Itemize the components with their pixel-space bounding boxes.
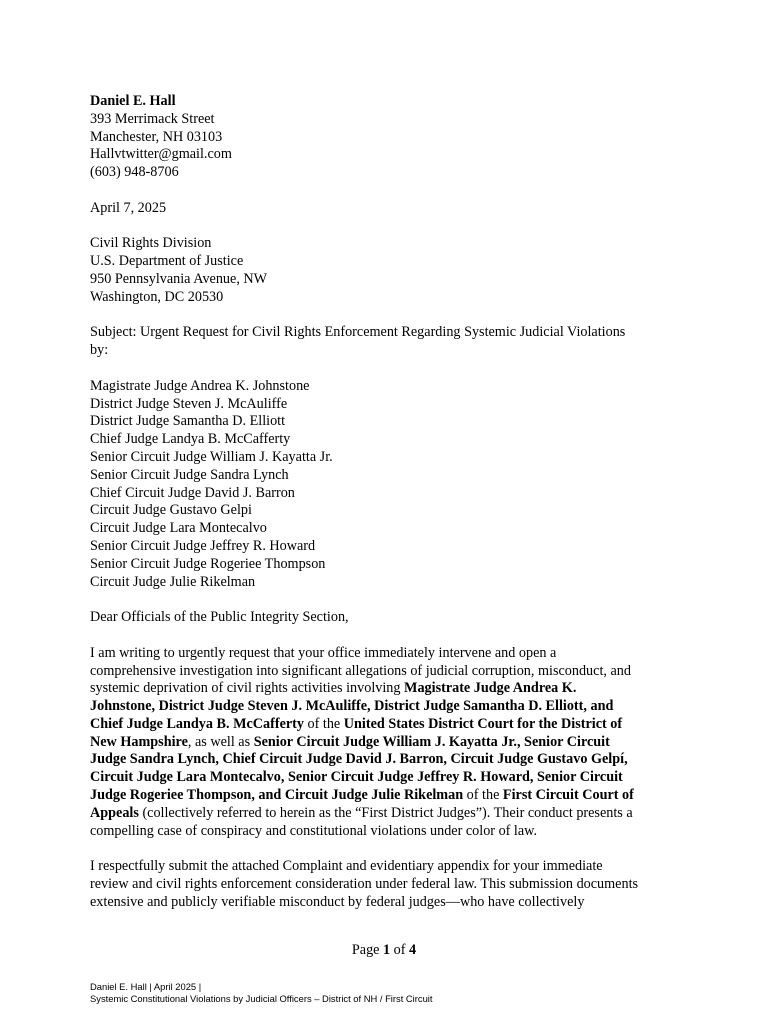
page-footer	[90, 981, 432, 1004]
sender-name: Daniel E. Hall	[90, 93, 176, 109]
paragraph-line: Judge Rogeriee Thompson, and Circuit Judge Julie Rikelman of the First Circuit Court of	[90, 787, 634, 804]
paragraph-2	[90, 858, 680, 911]
paragraph-line: Appeals (collectively referred to herein as the “First District Judges”). Their conduct presents a	[90, 804, 633, 821]
paragraph-line: I respectfully submit the attached Complaint and evidentiary appendix for your immediate	[90, 858, 603, 875]
paragraph-line: I am writing to urgently request that your office immediately intervene and open a	[90, 644, 557, 661]
recipient-line: 950 Pennsylvania Avenue, NW	[90, 270, 268, 287]
letter-body	[90, 93, 680, 912]
judge-list-item: District Judge Samantha D. Elliott	[90, 413, 286, 430]
paragraph-line: New Hampshire, as well as Senior Circuit Judge William J. Kayatta Jr., Senior Circuit	[90, 733, 610, 750]
paragraph-line: compelling case of conspiracy and constitutional violations under color of law.	[90, 822, 538, 839]
paragraph-line: Circuit Judge Lara Montecalvo, Senior Circuit Judge Jeffrey R. Howard, Senior Circuit	[90, 769, 623, 786]
recipient-block	[90, 235, 680, 306]
letter-date: April 7, 2025	[90, 199, 167, 216]
paragraph-line: review and civil rights enforcement consideration under federal law. This submission documents	[90, 876, 639, 893]
page-number: Page 1 of 4	[351, 942, 417, 958]
judge-list-item: Circuit Judge Gustavo Gelpi	[90, 502, 252, 519]
footer-line: Systemic Constitutional Violations by Judicial Officers – District of NH / First Circuit	[90, 992, 433, 1004]
sender-city: Manchester, NH 03103	[90, 128, 223, 145]
sender-email: Hallvtwitter@gmail.com	[90, 146, 232, 163]
judge-list-item: District Judge Steven J. McAuliffe	[90, 395, 288, 412]
judge-list-item: Circuit Judge Lara Montecalvo	[90, 520, 267, 537]
sender-block	[90, 93, 680, 182]
sender-street: 393 Merrimack Street	[90, 110, 215, 127]
judge-list-item: Circuit Judge Julie Rikelman	[90, 573, 256, 590]
judge-list-item: Magistrate Judge Andrea K. Johnstone	[90, 377, 310, 394]
paragraph-line: systemic deprivation of civil rights activities involving Magistrate Judge Andrea K.	[90, 680, 577, 697]
subject-block	[90, 324, 680, 360]
paragraph-line: Chief Judge Landya B. McCafferty of the United States District Court for the District of	[90, 715, 623, 732]
judge-list-item: Senior Circuit Judge Jeffrey R. Howard	[90, 537, 316, 554]
judge-list-item: Chief Circuit Judge David J. Barron	[90, 484, 295, 501]
salutation: Dear Officials of the Public Integrity Section,	[90, 609, 349, 626]
judge-list-item: Senior Circuit Judge William J. Kayatta Jr.	[90, 448, 333, 465]
footer-line: Daniel E. Hall | April 2025 |	[90, 981, 202, 992]
judge-list-item: Senior Circuit Judge Rogeriee Thompson	[90, 555, 326, 572]
subject-line: by:	[90, 342, 109, 359]
paragraph-line: Johnstone, District Judge Steven J. McAuliffe, District Judge Samantha D. Elliott, and	[90, 698, 614, 715]
paragraph-line: Judge Sandra Lynch, Chief Circuit Judge David J. Barron, Circuit Judge Gustavo Gelpí,	[90, 751, 628, 768]
subject-line: Subject: Urgent Request for Civil Rights Enforcement Regarding Systemic Judicial Violations	[90, 324, 626, 341]
judge-list-item: Chief Judge Landya B. McCafferty	[90, 431, 291, 448]
paragraph-line: extensive and publicly verifiable misconduct by federal judges—who have collectively	[90, 893, 585, 910]
recipient-line: Washington, DC 20530	[90, 288, 224, 305]
sender-phone: (603) 948-8706	[90, 164, 179, 181]
recipient-line: U.S. Department of Justice	[90, 253, 244, 270]
recipient-line: Civil Rights Division	[90, 235, 212, 252]
judge-list	[90, 378, 680, 592]
paragraph-1	[90, 645, 680, 841]
paragraph-line: comprehensive investigation into significant allegations of judicial corruption, misconduct, and	[90, 662, 631, 679]
judge-list-item: Senior Circuit Judge Sandra Lynch	[90, 466, 289, 483]
